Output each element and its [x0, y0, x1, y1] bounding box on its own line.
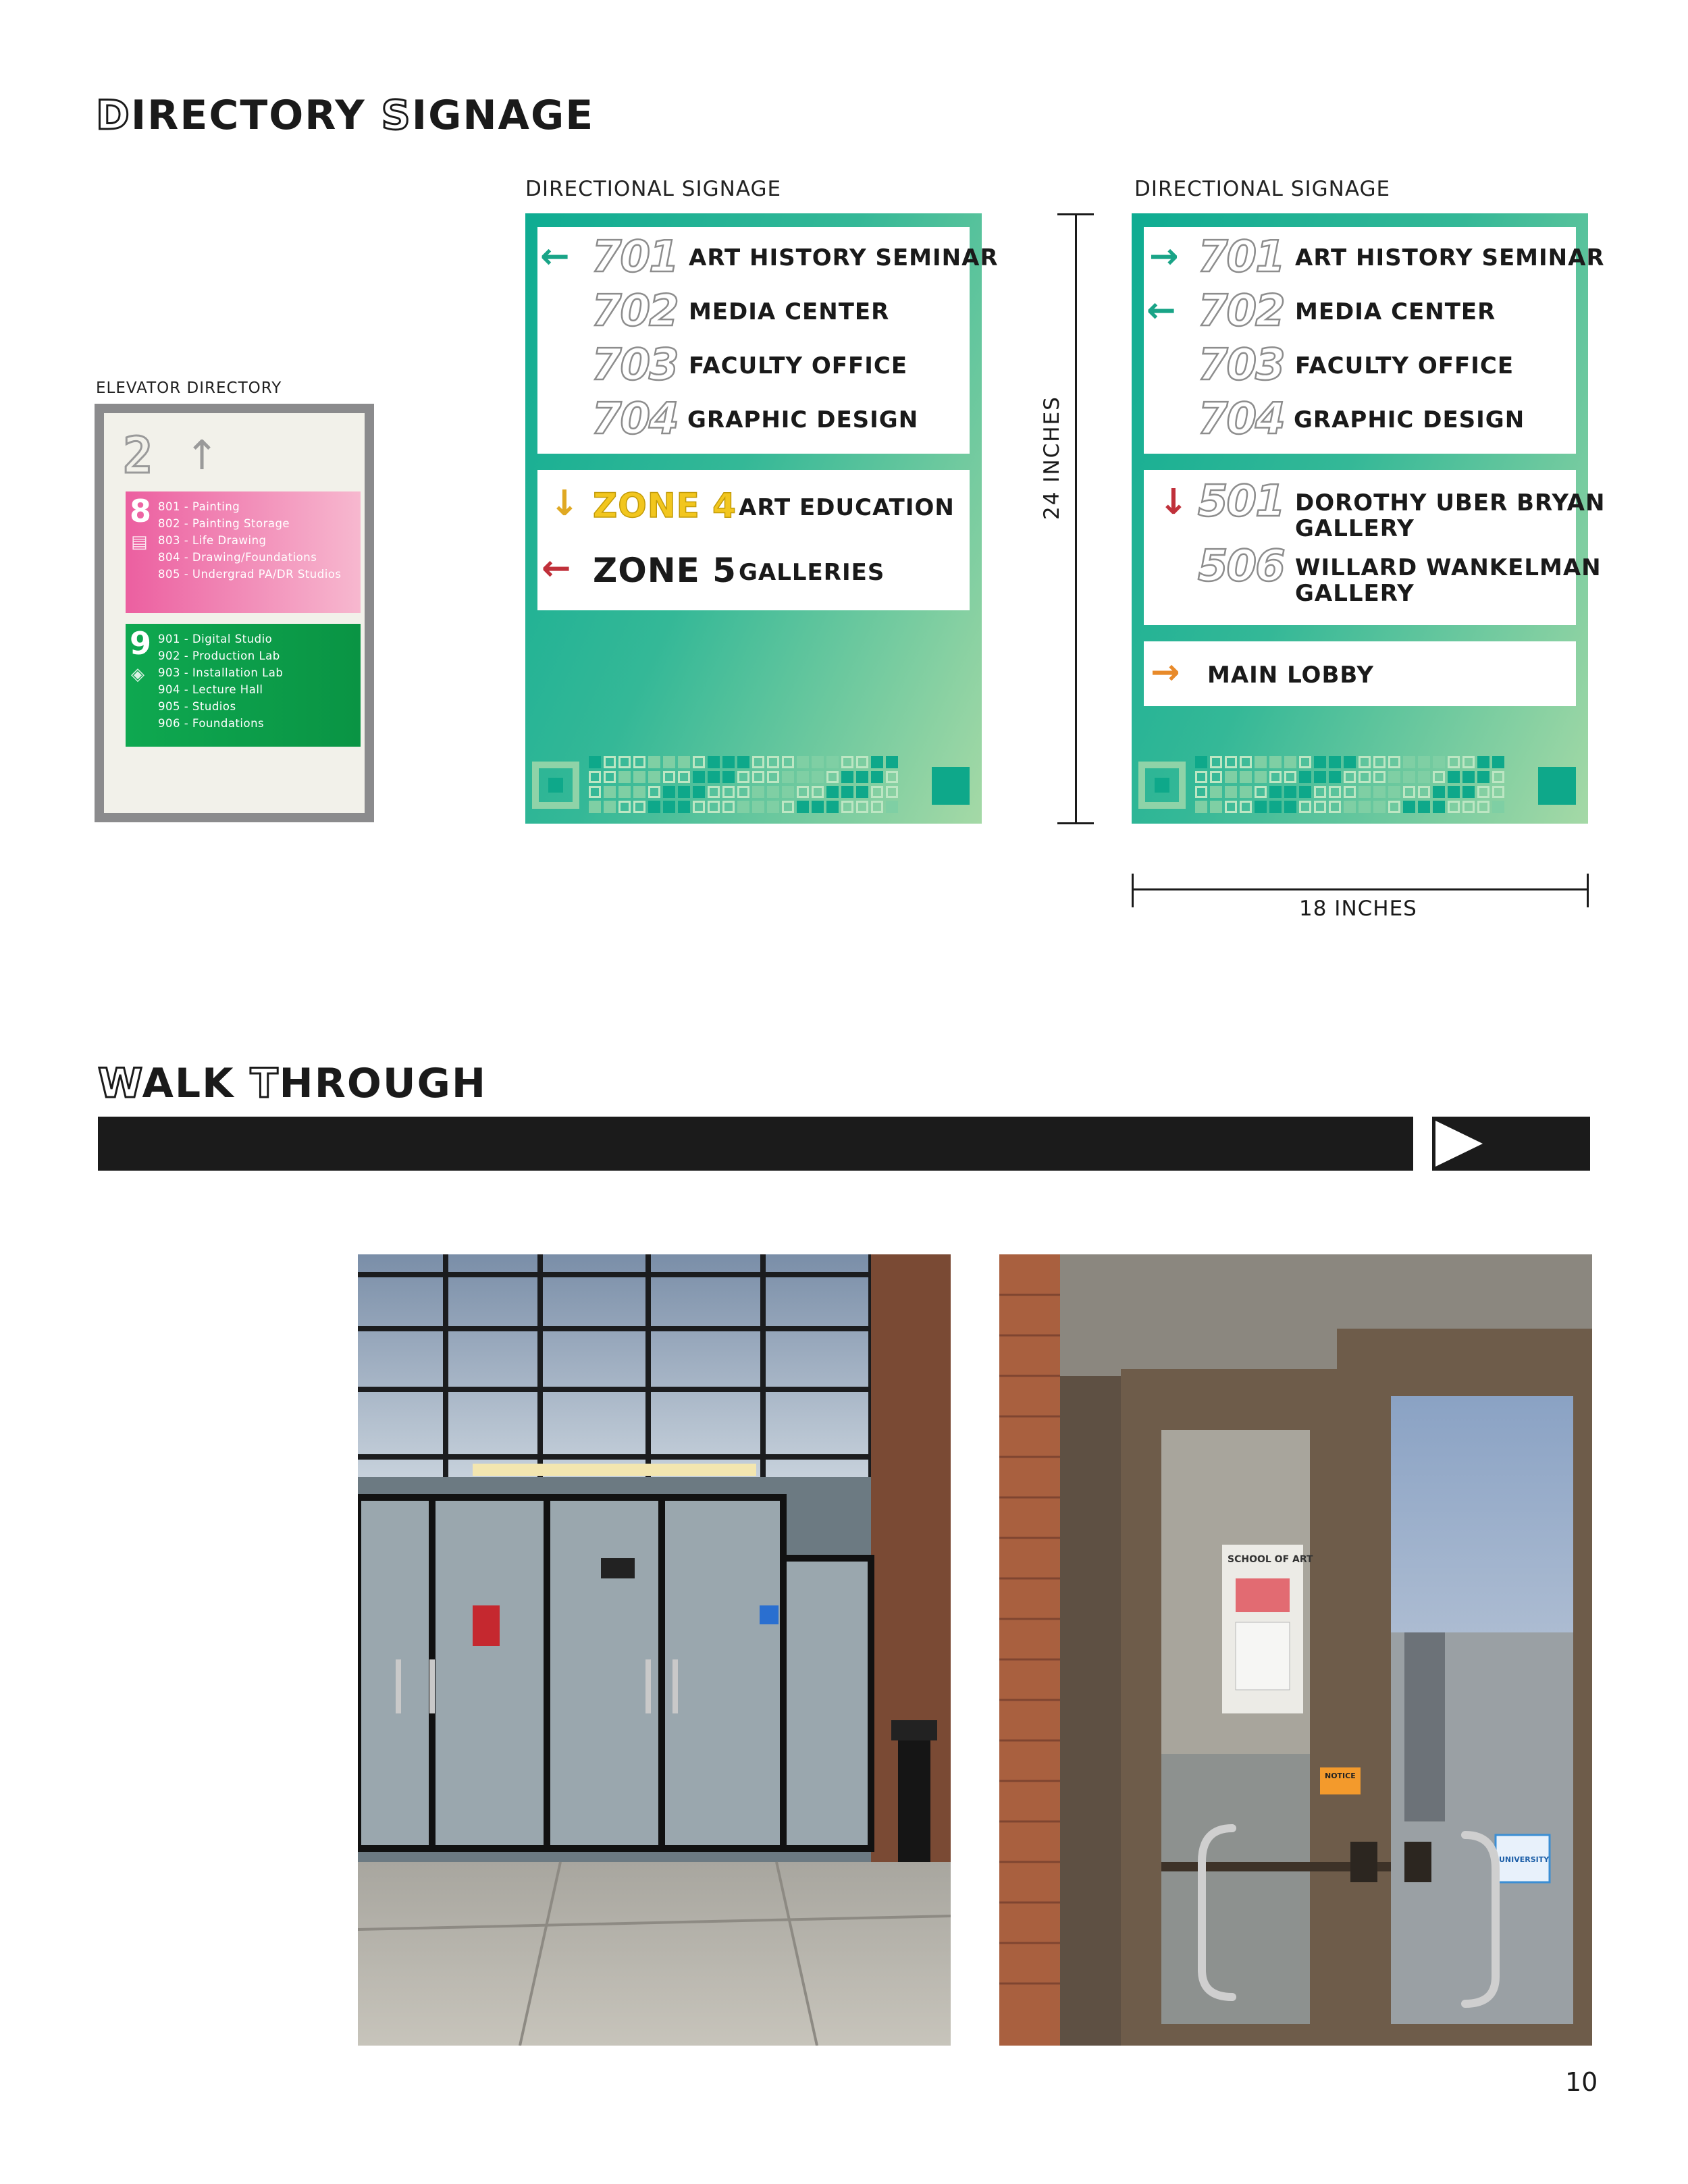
zone-row	[537, 478, 970, 532]
room-row	[537, 339, 970, 393]
pixel-tile	[1373, 786, 1386, 798]
list-item: 906 - Foundations	[158, 717, 265, 730]
pixel-square	[532, 762, 579, 809]
zone-label: ZONE 4	[593, 486, 737, 525]
pixel-tile	[871, 786, 883, 798]
pixel-tile	[1448, 786, 1460, 798]
pixel-tile	[1284, 786, 1296, 798]
pixel-tile	[1492, 786, 1504, 798]
list-item: 904 - Lecture Hall	[158, 683, 263, 696]
pixel-tile	[797, 771, 809, 783]
pixel-tile	[1448, 801, 1460, 813]
pixel-tile	[708, 801, 720, 813]
arrow-down-icon: ↓	[1159, 482, 1188, 523]
pixel-tile	[1195, 801, 1207, 813]
pixel-tile	[1299, 786, 1311, 798]
pixel-tile	[1255, 771, 1267, 783]
list-item: 804 - Drawing/Foundations	[158, 551, 317, 564]
pixel-tile	[856, 801, 868, 813]
pixel-tile	[1225, 756, 1237, 768]
pixel-tile	[737, 801, 749, 813]
arrow-right-icon: →	[1149, 236, 1179, 277]
pixel-tile	[1477, 756, 1489, 768]
pixel-tile	[871, 801, 883, 813]
pixel-grid	[1195, 756, 1507, 816]
pixel-tile	[693, 786, 705, 798]
pixel-tile	[752, 786, 764, 798]
pixel-tile	[782, 756, 794, 768]
pixel-tile	[1344, 756, 1356, 768]
pixel-tile	[871, 756, 883, 768]
dimension-tick	[1587, 874, 1589, 907]
pixel-tile	[767, 801, 779, 813]
lobby-label: MAIN LOBBY	[1207, 662, 1375, 689]
pixel-tile	[752, 756, 764, 768]
pixel-tile	[737, 771, 749, 783]
pixel-tile	[752, 801, 764, 813]
arrow-left-icon: ←	[542, 548, 571, 589]
pixel-tile	[1492, 801, 1504, 813]
pixel-tile	[1314, 756, 1326, 768]
room-row	[1144, 285, 1576, 339]
pixel-tile	[1492, 771, 1504, 783]
directional-sign-right	[1132, 213, 1606, 824]
width-dimension-label: 18 INCHES	[1299, 897, 1417, 921]
pixel-tile	[812, 756, 824, 768]
pixel-tile	[633, 786, 645, 798]
width-dimension-line	[1132, 888, 1588, 890]
pixel-tile	[1433, 756, 1445, 768]
pixel-tile	[812, 801, 824, 813]
room-panel	[1144, 227, 1605, 454]
page-number: 10	[1565, 2067, 1598, 2097]
door-closeup-illustration	[999, 1254, 1592, 2046]
pixel-tile	[826, 771, 839, 783]
pixel-tile	[1195, 786, 1207, 798]
pixel-tile	[663, 801, 675, 813]
pixel-tile	[1255, 786, 1267, 798]
pixel-tile	[826, 756, 839, 768]
pixel-tile	[604, 786, 616, 798]
height-dimension-line	[1075, 213, 1077, 824]
pixel-tile	[589, 756, 601, 768]
pixel-tile	[841, 786, 853, 798]
room-number: 704	[1198, 394, 1284, 444]
pixel-tile	[1314, 801, 1326, 813]
arrow-right-icon: →	[1151, 652, 1180, 693]
room-label: FACULTY OFFICE	[689, 352, 908, 379]
pixel-tile	[1477, 771, 1489, 783]
pixel-pattern	[1138, 756, 1581, 814]
room-number: 702	[591, 286, 678, 336]
room-row	[537, 231, 999, 285]
pixel-tile	[1255, 801, 1267, 813]
pixel-tile	[1462, 756, 1475, 768]
entrance-doors-illustration	[358, 1254, 951, 2046]
pixel-tile	[1195, 756, 1207, 768]
pixel-tile	[722, 771, 735, 783]
dimension-tick	[1132, 874, 1134, 907]
pixel-tile	[648, 786, 660, 798]
pixel-tile	[886, 801, 898, 813]
pixel-tile	[767, 771, 779, 783]
pixel-pattern	[532, 756, 975, 814]
pixel-tile	[1433, 786, 1445, 798]
pixel-tile	[1403, 786, 1415, 798]
pixel-tile	[1240, 801, 1252, 813]
gallery-name: DOROTHY UBER BRYAN GALLERY	[1295, 489, 1606, 542]
room-label: GRAPHIC DESIGN	[687, 406, 919, 433]
pixel-tile	[1210, 771, 1222, 783]
pixel-tile	[856, 756, 868, 768]
walk-through-heading: WALK THROUGH	[98, 1060, 487, 1107]
pixel-tile	[1448, 756, 1460, 768]
arrow-left-icon: ←	[540, 236, 570, 277]
pixel-tile	[708, 771, 720, 783]
pixel-tile	[663, 756, 675, 768]
pixel-tile	[1240, 786, 1252, 798]
floor-9-block	[126, 624, 361, 747]
pixel-tile	[678, 786, 690, 798]
pixel-tile	[1314, 771, 1326, 783]
pixel-tile	[708, 786, 720, 798]
gallery-number: 501	[1198, 477, 1284, 527]
pixel-tile	[648, 756, 660, 768]
floor-number: 8	[130, 493, 152, 529]
floor-room-list	[158, 498, 341, 583]
pixel-square	[1138, 762, 1186, 809]
pixel-tile	[722, 786, 735, 798]
pixel-tile	[618, 771, 631, 783]
room-number: 702	[1198, 286, 1284, 336]
room-row	[537, 285, 970, 339]
room-row	[1144, 339, 1576, 393]
zone-label: ZONE 5	[593, 551, 737, 590]
zone-destination: ART EDUCATION	[739, 494, 955, 521]
pixel-tile	[886, 771, 898, 783]
list-item: 902 - Production Lab	[158, 649, 280, 662]
pixel-tile	[1492, 756, 1504, 768]
room-number: 704	[591, 394, 678, 444]
height-dimension-label: 24 INCHES	[1040, 396, 1064, 520]
pixel-tile	[737, 756, 749, 768]
pixel-tile	[604, 756, 616, 768]
room-label: MEDIA CENTER	[689, 298, 890, 325]
pixel-tile	[1344, 801, 1356, 813]
pixel-tile	[767, 756, 779, 768]
pixel-tile	[1433, 801, 1445, 813]
pixel-tile	[1240, 771, 1252, 783]
pixel-tile	[1240, 756, 1252, 768]
pixel-tile	[1373, 771, 1386, 783]
pixel-tile	[1299, 771, 1311, 783]
pixel-tile	[1225, 786, 1237, 798]
directory-signage-heading: DIRECTORY SIGNAGE	[96, 92, 595, 139]
pixel-grid	[589, 756, 901, 816]
sticker-label: UNIVERSITY	[1499, 1855, 1550, 1864]
pixel-tile	[1462, 786, 1475, 798]
pixel-tile	[1403, 771, 1415, 783]
gallery-name: WILLARD WANKELMAN GALLERY	[1295, 554, 1602, 607]
pixel-tile	[1329, 786, 1341, 798]
zone-panel	[537, 470, 970, 610]
pixel-tile	[618, 786, 631, 798]
pixel-tile	[604, 771, 616, 783]
list-item: 802 - Painting Storage	[158, 517, 290, 530]
pixel-tile	[663, 786, 675, 798]
pixel-tile	[1388, 786, 1400, 798]
room-row	[1144, 393, 1576, 447]
pixel-tile	[1329, 771, 1341, 783]
pixel-tile	[693, 801, 705, 813]
pixel-tile	[633, 801, 645, 813]
room-number: 703	[1198, 340, 1284, 390]
pixel-tile	[1210, 786, 1222, 798]
pixel-tile	[1418, 801, 1430, 813]
list-item: 905 - Studios	[158, 700, 236, 713]
pixel-tile	[1359, 756, 1371, 768]
pixel-tile	[1299, 756, 1311, 768]
pixel-tile	[797, 801, 809, 813]
pixel-tile	[633, 756, 645, 768]
walk-bar-gap	[1413, 1117, 1432, 1171]
pixel-tile	[1255, 756, 1267, 768]
pixel-tile	[1418, 771, 1430, 783]
elevator-directory-caption: ELEVATOR DIRECTORY	[96, 379, 282, 397]
pixel-tile	[871, 771, 883, 783]
gallery-panel	[1144, 470, 1606, 625]
elevator-directory	[95, 404, 374, 822]
zone-destination: GALLERIES	[739, 559, 885, 586]
room-row	[1144, 231, 1605, 285]
pixel-tile	[618, 801, 631, 813]
entrance-doors-photo	[358, 1254, 951, 2046]
room-panel	[537, 227, 999, 454]
zone-row	[537, 543, 970, 597]
pixel-tile	[722, 756, 735, 768]
dimension-tick	[1057, 822, 1094, 824]
pixel-tile	[1269, 771, 1282, 783]
room-number: 701	[591, 232, 678, 282]
pixel-tile	[1418, 756, 1430, 768]
pixel-tile	[782, 786, 794, 798]
pixel-tile	[1284, 756, 1296, 768]
pixel-tile	[722, 801, 735, 813]
pixel-tile	[648, 801, 660, 813]
pixel-tile	[693, 756, 705, 768]
pixel-tile	[1284, 771, 1296, 783]
pixel-tile	[678, 801, 690, 813]
pixel-tile	[782, 801, 794, 813]
pixel-tile	[1388, 756, 1400, 768]
pixel-tile	[737, 786, 749, 798]
pixel-tile	[1269, 801, 1282, 813]
pixel-tile	[589, 771, 601, 783]
door-closeup-photo	[999, 1254, 1592, 2046]
directional-signage-caption-right: DIRECTIONAL SIGNAGE	[1134, 177, 1391, 201]
pixel-tile	[1359, 801, 1371, 813]
pixel-tile	[1418, 786, 1430, 798]
pixel-tile	[1403, 756, 1415, 768]
pixel-tile	[841, 771, 853, 783]
pixel-tile	[1359, 786, 1371, 798]
pixel-tile	[886, 786, 898, 798]
pixel-tile	[1329, 801, 1341, 813]
pixel-tile	[767, 786, 779, 798]
pixel-tile	[678, 756, 690, 768]
pixel-tile	[1388, 771, 1400, 783]
pixel-tile	[648, 771, 660, 783]
room-number: 703	[591, 340, 678, 390]
pixel-tile	[1225, 771, 1237, 783]
pixel-tile	[663, 771, 675, 783]
pixel-tile	[633, 771, 645, 783]
stairs-icon: ▤	[131, 532, 148, 552]
pixel-tile	[1269, 756, 1282, 768]
diamond-icon: ◈	[131, 664, 144, 685]
room-label: MEDIA CENTER	[1295, 298, 1496, 325]
room-label: GRAPHIC DESIGN	[1294, 406, 1525, 433]
walk-through-bar	[98, 1117, 1590, 1171]
pixel-tile	[797, 756, 809, 768]
lobby-panel	[1144, 641, 1576, 706]
pixel-tile	[826, 786, 839, 798]
pixel-tile	[812, 786, 824, 798]
pixel-tile	[1299, 801, 1311, 813]
arrow-left-icon: ←	[1146, 290, 1176, 331]
floor-room-list	[158, 631, 283, 732]
pixel-tile	[589, 786, 601, 798]
pixel-tile	[782, 771, 794, 783]
pixel-tile	[1284, 801, 1296, 813]
directional-signage-caption-left: DIRECTIONAL SIGNAGE	[525, 177, 782, 201]
pixel-tile	[856, 771, 868, 783]
list-item: 901 - Digital Studio	[158, 633, 273, 645]
pixel-tile	[589, 801, 601, 813]
pixel-tile	[826, 801, 839, 813]
room-row	[537, 393, 970, 447]
pixel-tile	[886, 756, 898, 768]
up-arrow-icon: ↑	[185, 432, 219, 479]
pixel-tile	[1388, 801, 1400, 813]
pixel-tile	[1195, 771, 1207, 783]
pixel-tile	[797, 786, 809, 798]
pixel-tile	[1477, 801, 1489, 813]
pixel-tile	[604, 801, 616, 813]
list-item: 805 - Undergrad PA/DR Studios	[158, 568, 342, 581]
floor-8-block	[126, 491, 361, 613]
pixel-tile	[1433, 771, 1445, 783]
room-label: ART HISTORY SEMINAR	[1295, 244, 1605, 271]
pixel-tile	[1225, 801, 1237, 813]
pixel-tile	[1373, 801, 1386, 813]
pixel-tile	[1403, 801, 1415, 813]
pixel-tile	[708, 756, 720, 768]
pixel-tile	[1477, 786, 1489, 798]
pixel-tile	[1210, 756, 1222, 768]
pixel-tile	[1359, 771, 1371, 783]
pixel-tile	[1329, 756, 1341, 768]
room-label: ART HISTORY SEMINAR	[689, 244, 999, 271]
poster-title: SCHOOL OF ART	[1228, 1554, 1313, 1565]
pixel-tile	[1462, 801, 1475, 813]
pixel-tile	[618, 756, 631, 768]
floor-indicator: 2	[123, 427, 153, 485]
room-number: 701	[1198, 232, 1284, 282]
pixel-square	[932, 767, 970, 805]
arrow-down-icon: ↓	[550, 483, 579, 524]
pixel-tile	[1210, 801, 1222, 813]
play-arrow-icon	[1435, 1121, 1483, 1167]
pixel-tile	[1269, 786, 1282, 798]
pixel-tile	[1448, 771, 1460, 783]
pixel-tile	[812, 771, 824, 783]
dimension-tick	[1057, 213, 1094, 215]
pixel-square	[1538, 767, 1576, 805]
list-item: 903 - Installation Lab	[158, 666, 284, 679]
list-item: 801 - Painting	[158, 500, 240, 513]
pixel-tile	[693, 771, 705, 783]
pixel-tile	[841, 801, 853, 813]
pixel-tile	[1344, 771, 1356, 783]
pixel-tile	[1373, 756, 1386, 768]
list-item: 803 - Life Drawing	[158, 534, 267, 547]
pixel-tile	[841, 756, 853, 768]
pixel-tile	[752, 771, 764, 783]
gallery-number: 506	[1198, 541, 1284, 591]
pixel-tile	[1314, 786, 1326, 798]
pixel-tile	[1462, 771, 1475, 783]
floor-number: 9	[130, 625, 152, 662]
notice-label: NOTICE	[1325, 1772, 1356, 1780]
pixel-tile	[856, 786, 868, 798]
pixel-tile	[1344, 786, 1356, 798]
room-label: FACULTY OFFICE	[1295, 352, 1514, 379]
directional-sign-left	[525, 213, 999, 824]
pixel-tile	[678, 771, 690, 783]
